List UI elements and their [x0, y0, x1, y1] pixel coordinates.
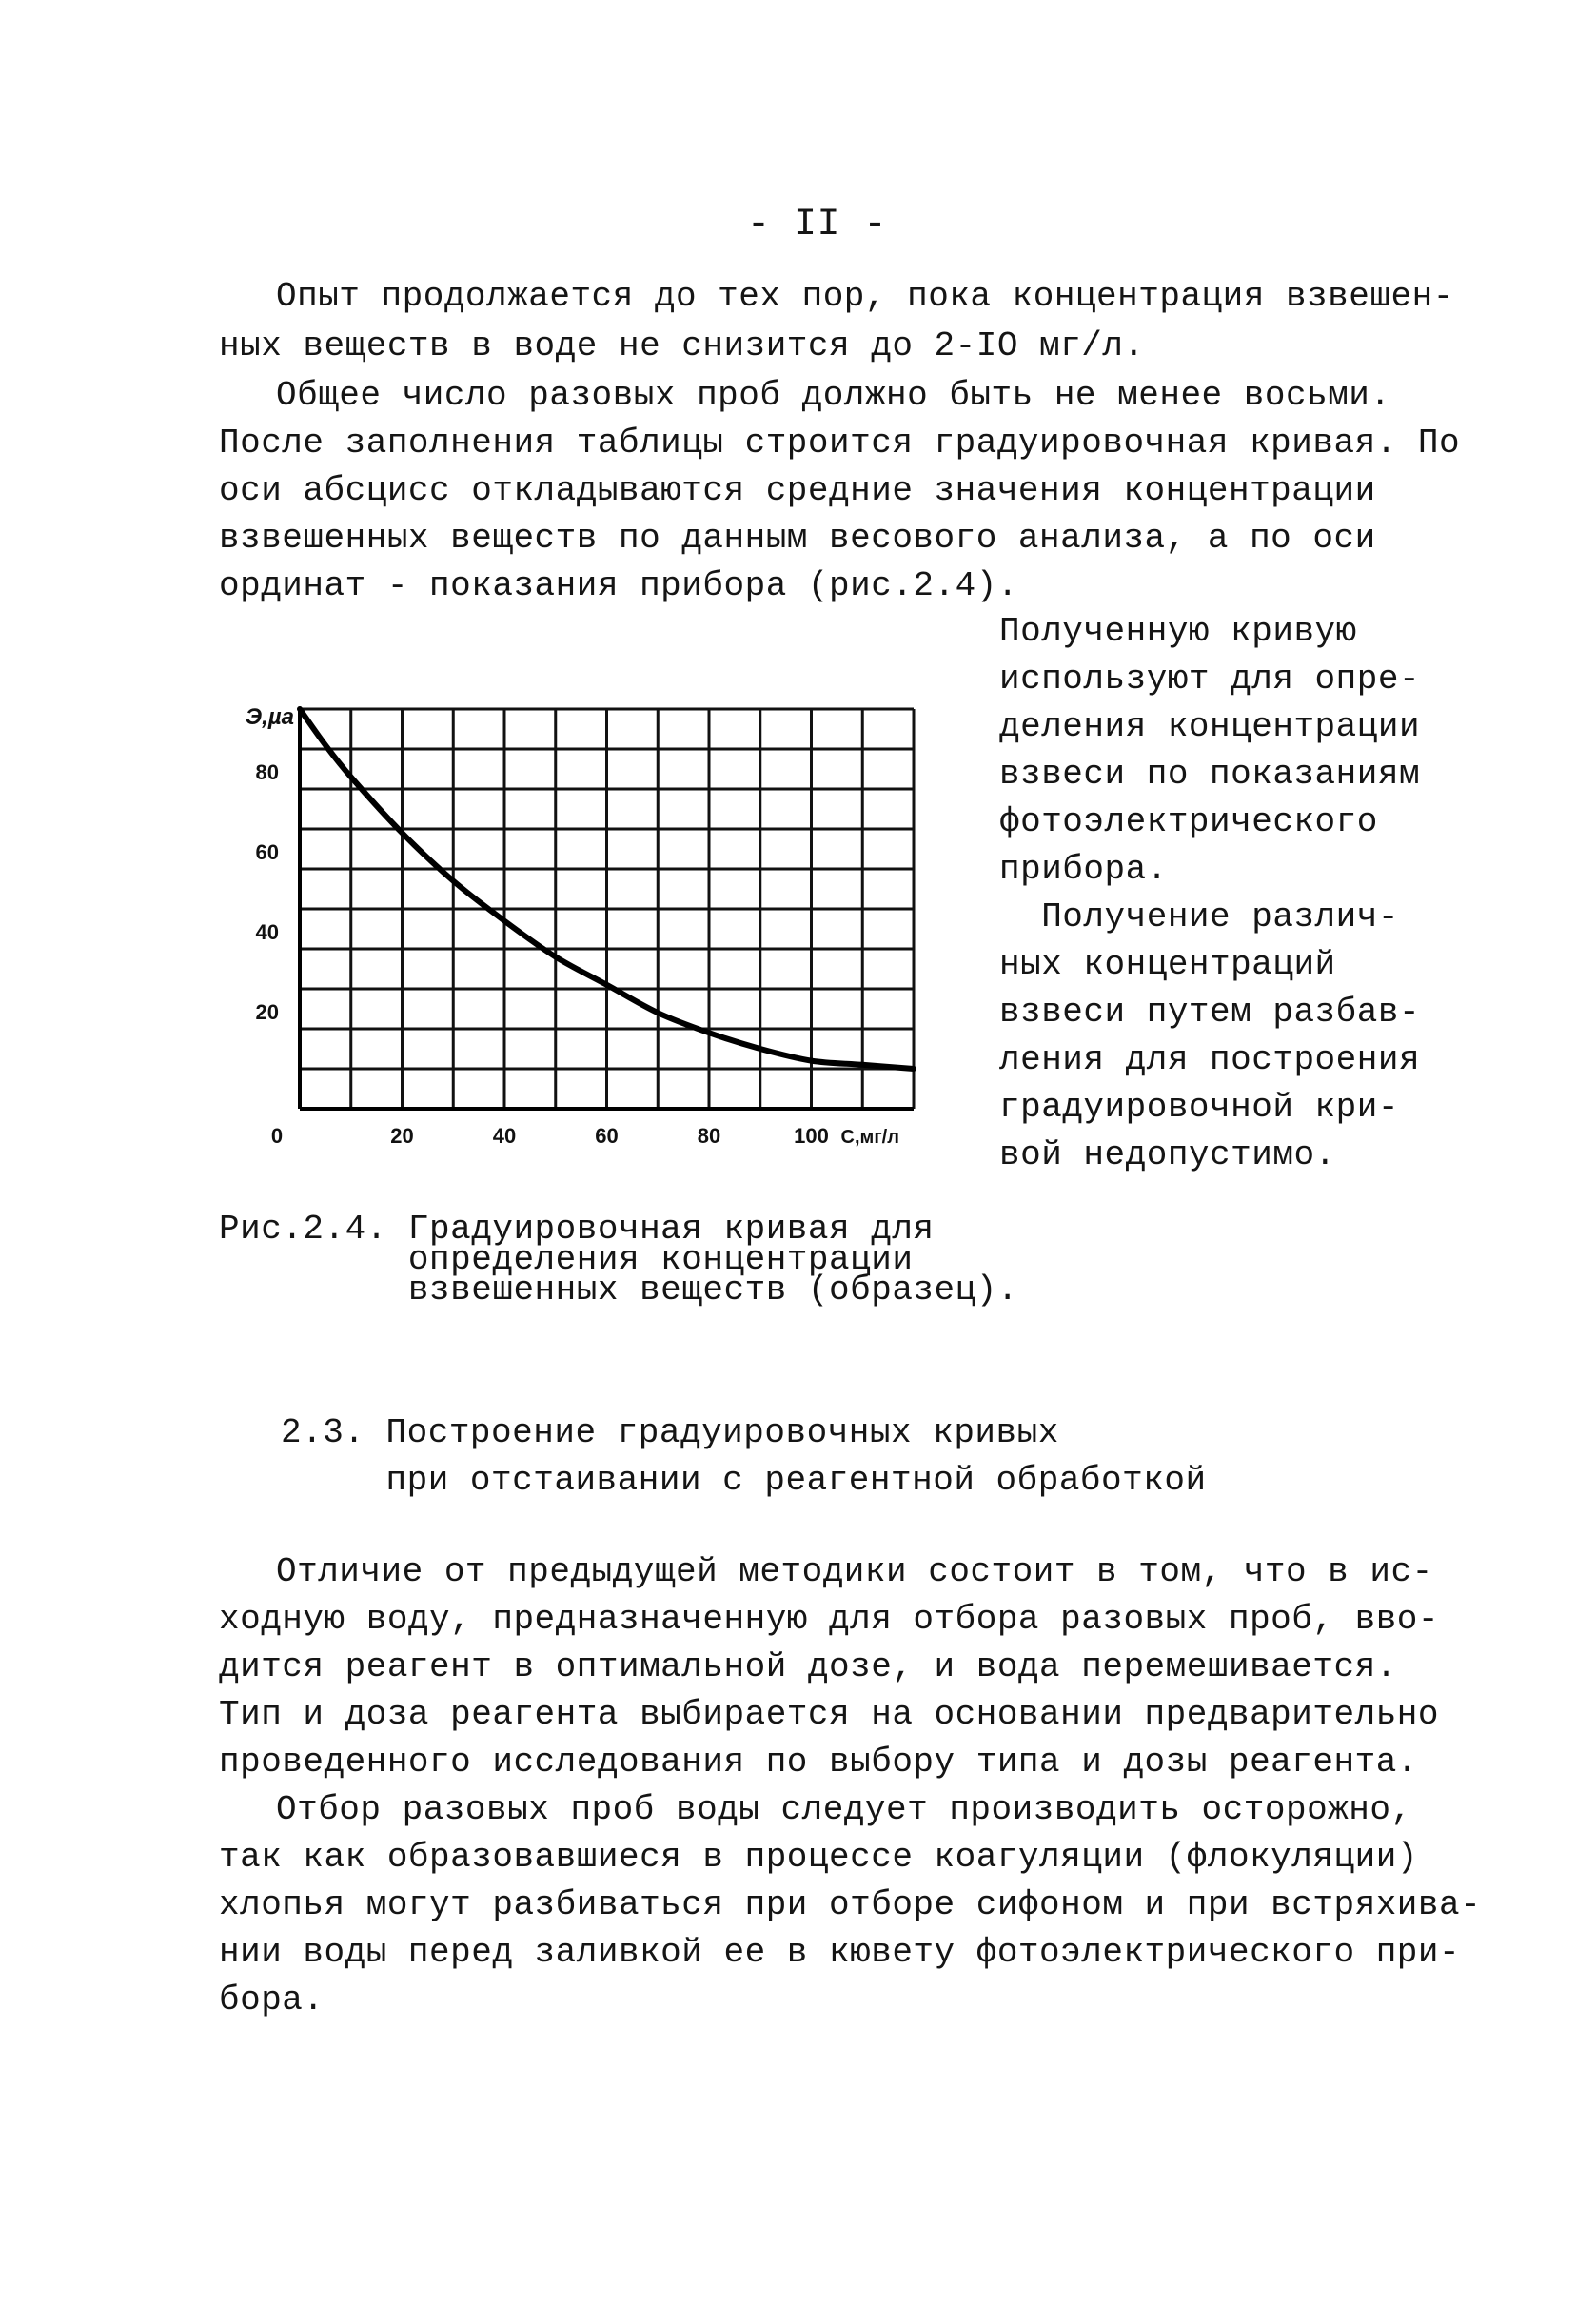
- figure-caption-line: Рис.2.4. Градуировочная кривая для: [219, 1210, 935, 1249]
- side-text-line: взвеси путем разбав-: [999, 993, 1421, 1032]
- y-tick-label: 40: [255, 920, 279, 944]
- paragraph-3-line: Отличие от предыдущей методики состоит в том, что в ис-: [276, 1552, 1433, 1591]
- paragraph-2-line: оси абсцисс откладываются средние значения концентрации: [219, 471, 1376, 510]
- paragraph-4-line: Отбор разовых проб воды следует производить осторожно,: [276, 1790, 1412, 1829]
- paragraph-3-line: проведенного исследования по выбору типа и дозы реагента.: [219, 1743, 1418, 1782]
- paragraph-4-line: бора.: [219, 1980, 325, 2019]
- side-text-line: используют для опре-: [999, 660, 1421, 699]
- section-heading-line: при отстаивании с реагентной обработкой: [281, 1461, 1207, 1500]
- chart-grid: [300, 709, 914, 1109]
- paragraph-2-line: После заполнения таблицы строится градуировочная кривая. По: [219, 424, 1461, 463]
- x-tick-label: 60: [595, 1124, 619, 1148]
- side-text-line: ления для построения: [999, 1040, 1421, 1079]
- x-tick-label: 40: [492, 1124, 517, 1148]
- figure-caption-line: определения концентрации: [219, 1240, 914, 1279]
- side-text-line: вой недопустимо.: [999, 1135, 1336, 1174]
- paragraph-1-line: ных веществ в воде не снизится до 2-IO мг/л.: [219, 326, 1145, 365]
- x-axis-label: С,мг/л: [840, 1127, 899, 1148]
- side-text-line: взвеси по показаниям: [999, 755, 1421, 794]
- paragraph-3-line: дится реагент в оптимальной дозе, и вода перемешивается.: [219, 1647, 1397, 1686]
- side-text-line: ных концентраций: [999, 945, 1336, 984]
- section-heading-line: 2.3. Построение градуировочных кривых: [281, 1413, 1059, 1452]
- paragraph-4-line: нии воды перед заливкой ее в кювету фотоэлектрического при-: [219, 1933, 1461, 1972]
- y-axis-label: Э,µа: [245, 704, 294, 730]
- calibration-chart: [195, 680, 956, 1194]
- y-tick-label: 60: [255, 840, 279, 864]
- side-text-line: градуировочной кри-: [999, 1088, 1399, 1127]
- paragraph-4-line: так как образовавшиеся в процессе коагуляции (флокуляции): [219, 1838, 1418, 1877]
- x-tick-label: 20: [390, 1124, 414, 1148]
- paragraph-1-line: Опыт продолжается до тех пор, пока концентрация взвешен-: [276, 277, 1454, 316]
- x-tick-label: 100: [794, 1124, 829, 1148]
- y-tick-label: 20: [255, 1000, 279, 1024]
- figure-caption-line: взвешенных веществ (образец).: [219, 1271, 1018, 1310]
- y-tick-label: 80: [255, 760, 279, 784]
- side-text-line: Получение различ-: [999, 897, 1399, 936]
- paragraph-2-line: ординат - показания прибора (рис.2.4).: [219, 566, 1018, 605]
- page-number: - II -: [747, 204, 888, 246]
- paragraph-4-line: хлопья могут разбиваться при отборе сифоном и при встряхива-: [219, 1885, 1482, 1924]
- side-text-line: фотоэлектрического: [999, 802, 1378, 841]
- paragraph-3-line: ходную воду, предназначенную для отбора разовых проб, вво-: [219, 1600, 1440, 1639]
- paragraph-3-line: Тип и доза реагента выбирается на основании предварительно: [219, 1695, 1440, 1734]
- paragraph-2-line: Общее число разовых проб должно быть не менее восьми.: [276, 376, 1391, 415]
- x-tick-label: 0: [270, 1124, 284, 1148]
- x-tick-label: 80: [697, 1124, 721, 1148]
- side-text-line: деления концентрации: [999, 707, 1421, 746]
- paragraph-2-line: взвешенных веществ по данным весового анализа, а по оси: [219, 519, 1376, 558]
- side-text-line: прибора.: [999, 850, 1168, 889]
- side-text-line: Полученную кривую: [999, 612, 1357, 651]
